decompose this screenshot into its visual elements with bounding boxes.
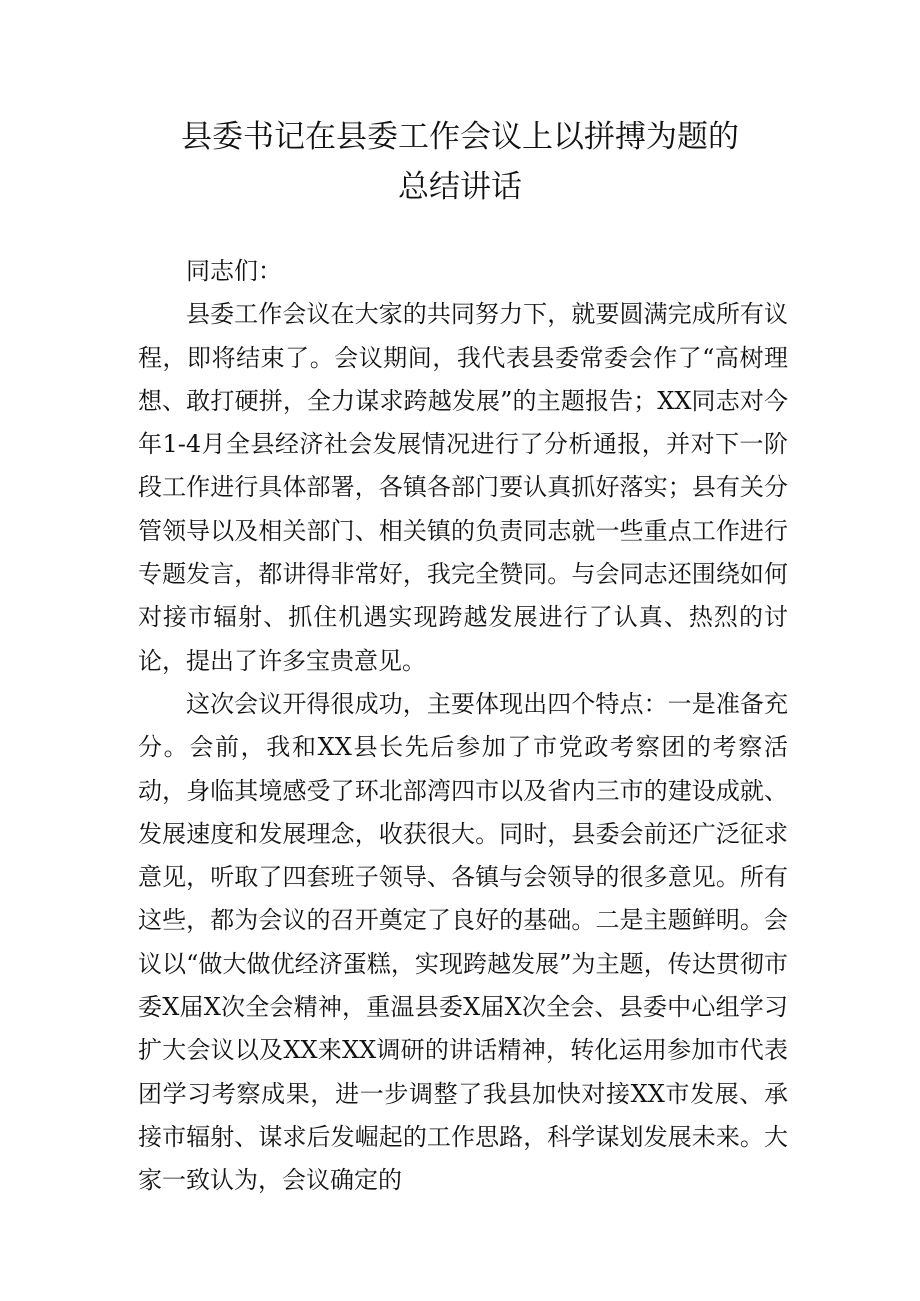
salutation: 同志们： <box>186 257 282 285</box>
title-line-2: 总结讲话 <box>398 169 522 205</box>
title-line-1: 县委书记在县委工作会议上以拼搏为题的 <box>181 119 739 155</box>
paragraph-2: 这次会议开得很成功，主要体现出四个特点：一是准备充分。会前，我和XX县长先后参加了市党政考察团的考察活动，身临其境感受了环北部湾四市以及省内三市的建设成就、发展速度和发展理念，收获很大。同时，县委会前还广泛征求意见，听取了四套班子领导、各镇与会领导的很多意见。所有这些，都为会议的召开奠定了良好的基础。二是主题鲜明。会议以“做大做优经济蛋糕，实现跨越发展”为主题，传达贯彻市委X届X次全会精神，重温县委X届X次全会、县委中心组学习扩大会议以及XX来XX调研的讲话精神，转化运用参加市代表团学习考察成果，进一步调整了我县加快对接XX市发展、承接市辐射、谋求后发崛起的工作思路，科学谋划发展未来。大家一致认为，会议确定的 <box>138 689 788 1195</box>
document-body <box>138 250 788 1203</box>
paragraph-1: 县委工作会议在大家的共同努力下，就要圆满完成所有议程，即将结束了。会议期间，我代表县委常委会作了“高树理想、敢打硬拼，全力谋求跨越发展”的主题报告；XX同志对今年1-4月全县经济社会发展情况进行了分析通报，并对下一阶段工作进行具体部署，各镇各部门要认真抓好落实；县有关分管领导以及相关部门、相关镇的负责同志就一些重点工作进行专题发言，都讲得非常好，我完全赞同。与会同志还围绕如何对接市辐射、抓住机遇实现跨越发展进行了认真、热烈的讨论，提出了许多宝贵意见。 <box>138 300 788 675</box>
document-title <box>0 112 920 212</box>
